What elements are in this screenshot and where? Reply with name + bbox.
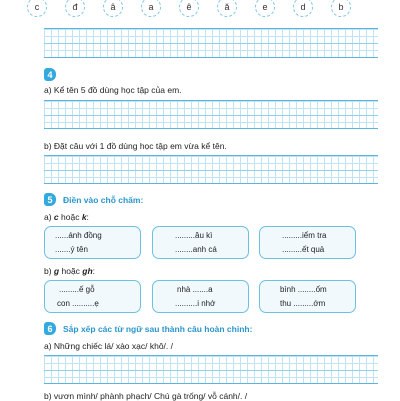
- writing-grid[interactable]: [44, 100, 378, 129]
- letter-circle: â: [103, 0, 123, 17]
- exercise-4b-instruction: b) Đặt câu với 1 đồ dùng học tập em vừa kể tên.: [44, 141, 227, 151]
- rule-letter: c: [53, 212, 59, 222]
- exercise-5-title: Điền vào chỗ chấm:: [63, 195, 144, 205]
- fill-blank-item[interactable]: thu .........ớm: [280, 299, 326, 308]
- fill-blank-item[interactable]: .........ế gỗ: [59, 285, 95, 294]
- letter-circle: b: [331, 0, 351, 17]
- label-prefix: b): [44, 266, 54, 276]
- fill-blank-item[interactable]: nhà .......a: [177, 285, 213, 294]
- exercise-6-title: Sắp xếp các từ ngữ sau thành câu hoàn chỉnh:: [63, 324, 253, 334]
- fill-blank-item[interactable]: .........ết quả: [282, 245, 325, 254]
- exercise-6b-instruction: b) vươn mình/ phành phạch/ Chú gà trống/ vỗ cánh/. /: [44, 391, 248, 401]
- label-suffix: :: [86, 212, 89, 222]
- fill-blank-item[interactable]: .........âu kì: [175, 231, 213, 240]
- exercise-number-badge: 4: [44, 68, 56, 81]
- exercise-number-badge: 5: [44, 193, 56, 206]
- exercise-4a-instruction: a) Kể tên 5 đồ dùng học tập của em.: [44, 85, 182, 95]
- fill-blank-item[interactable]: ........anh cá: [175, 245, 217, 254]
- fill-blank-item[interactable]: .......ý tên: [55, 245, 88, 254]
- rule-letter: k: [81, 212, 87, 222]
- writing-grid[interactable]: [44, 155, 378, 184]
- letter-circle: a: [141, 0, 161, 17]
- fill-blank-box: [152, 280, 249, 313]
- letter-circle: d: [293, 0, 313, 17]
- label-mid: hoặc: [58, 212, 82, 222]
- exercise-number-badge: 6: [44, 322, 56, 335]
- label-suffix: :: [92, 266, 96, 276]
- fill-blank-item[interactable]: ......ánh đồng: [55, 231, 102, 240]
- fill-blank-box: [44, 280, 141, 313]
- exercise-5a-instruction: [44, 212, 89, 222]
- rule-letter: g: [53, 266, 60, 276]
- fill-blank-item[interactable]: con ..........ẹ: [57, 299, 99, 308]
- exercise-5b-instruction: [44, 266, 95, 276]
- letter-circle: ă: [217, 0, 237, 17]
- rule-letter: gh: [82, 266, 93, 276]
- letter-circle: c: [27, 0, 47, 17]
- label-prefix: a): [44, 212, 54, 222]
- letter-circle: ê: [179, 0, 199, 17]
- writing-grid[interactable]: [44, 28, 378, 58]
- fill-blank-item[interactable]: ..........i nhớ: [175, 299, 216, 308]
- letter-circle: e: [255, 0, 275, 17]
- fill-blank-box: [44, 226, 141, 259]
- fill-blank-item[interactable]: bình ........ốm: [280, 285, 327, 294]
- fill-blank-item[interactable]: .........iểm tra: [282, 231, 327, 240]
- letter-circle: đ: [65, 0, 85, 17]
- exercise-6a-instruction: a) Những chiếc lá/ xào xạc/ khô/. /: [44, 341, 174, 351]
- label-mid: hoặc: [59, 266, 83, 276]
- fill-blank-box: [152, 226, 249, 259]
- fill-blank-box: [259, 280, 356, 313]
- writing-grid[interactable]: [44, 355, 378, 384]
- fill-blank-box: [259, 226, 356, 259]
